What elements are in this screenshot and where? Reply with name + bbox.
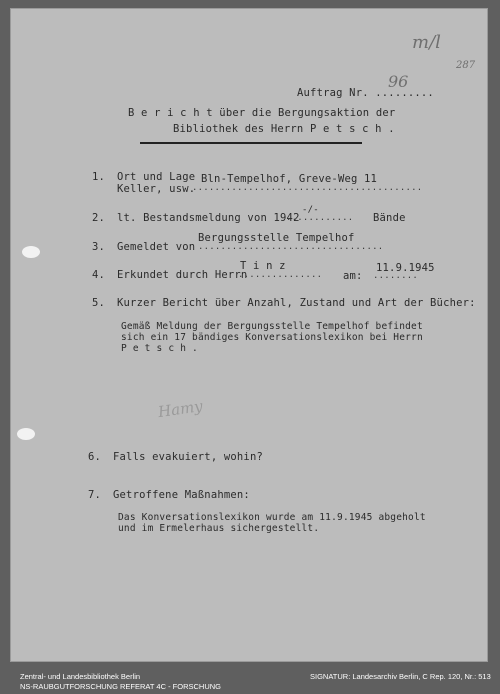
document-page	[10, 8, 488, 662]
page-number-annotation: 287	[456, 60, 476, 71]
item-2-suffix: Bände	[373, 212, 406, 224]
item-1-number: 1.	[92, 171, 106, 183]
punch-hole-top	[22, 246, 40, 258]
item-7-number: 7.	[88, 489, 102, 501]
footer-signature: SIGNATUR: Landesarchiv Berlin, C Rep. 120, Nr.: 513	[310, 672, 491, 681]
item-2-value: -/-	[302, 205, 319, 215]
item-2-number: 2.	[92, 212, 106, 224]
report-7-line-1: Das Konversationslexikon wurde am 11.9.1945 abgeholt	[118, 512, 426, 523]
item-5-number: 5.	[92, 297, 106, 309]
report-5-line-2: sich ein 17 bändiges Konversationslexikon bei Herrn	[121, 332, 423, 343]
item-4-dots: ...............	[238, 270, 323, 280]
item-4-date: 11.9.1945	[376, 262, 435, 274]
item-1-label-2: Keller, usw.	[117, 183, 196, 195]
item-4-label: Erkundet durch Herrn	[117, 269, 248, 281]
item-4-number: 4.	[92, 269, 106, 281]
footer-department: NS-RAUBGUTFORSCHUNG REFERAT 4C - FORSCHUNG	[20, 682, 221, 691]
report-subtitle: Bibliothek des Herrn P e t s c h .	[173, 123, 395, 135]
item-1-label: Ort und Lage	[117, 171, 196, 183]
item-3-label: Gemeldet von	[117, 241, 196, 253]
item-3-number: 3.	[92, 241, 106, 253]
title-underline	[140, 142, 362, 144]
report-title: B e r i c h t über die Bergungsaktion der	[128, 107, 396, 119]
item-4-value: T i n z	[240, 260, 286, 272]
item-1-dots: .........................................	[192, 183, 423, 193]
report-5-line-3: P e t s c h .	[121, 343, 198, 354]
report-7-line-2: und im Ermelerhaus sichergestellt.	[118, 523, 320, 534]
footer-institution: Zentral- und Landesbibliothek Berlin	[20, 672, 141, 681]
item-6-number: 6.	[88, 451, 102, 463]
faint-stamp: Hamy	[156, 396, 204, 422]
item-5-label: Kurzer Bericht über Anzahl, Zustand und Art der Bücher:	[117, 297, 476, 309]
punch-hole-bottom	[17, 428, 35, 440]
initials-annotation: m/l	[412, 32, 441, 53]
item-3-dots: .................................	[198, 242, 384, 252]
item-4-date-label: am:	[343, 270, 363, 282]
item-2-label: lt. Bestandsmeldung von 1942	[117, 212, 300, 224]
report-5-line-1: Gemäß Meldung der Bergungsstelle Tempelhof befindet	[121, 321, 423, 332]
item-7-label: Getroffene Maßnahmen:	[113, 489, 250, 501]
item-2-dots: ............	[286, 213, 354, 223]
item-3-value: Bergungsstelle Tempelhof	[198, 232, 355, 244]
auftrag-label: Auftrag Nr. .........	[297, 87, 434, 99]
auftrag-number: 96	[388, 72, 409, 91]
item-6-label: Falls evakuiert, wohin?	[113, 451, 263, 463]
item-1-value: Bln-Tempelhof, Greve-Weg 11	[201, 173, 378, 185]
item-4-date-dots: ........	[373, 271, 418, 281]
